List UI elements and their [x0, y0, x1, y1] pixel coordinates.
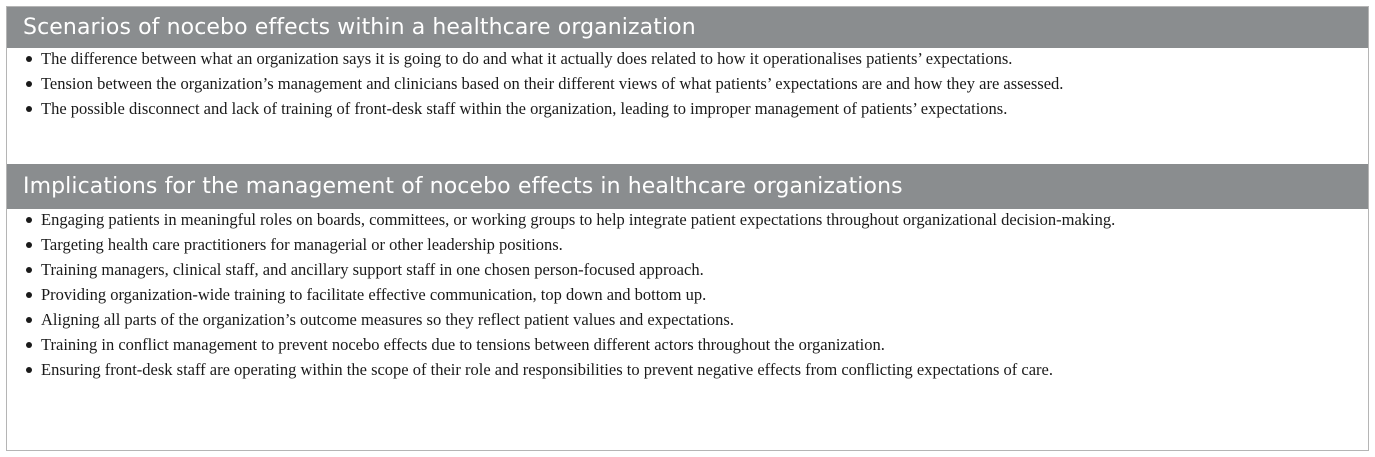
- bullet-icon: [26, 267, 32, 273]
- list-item-text: Training managers, clinical staff, and ancillary support staff in one chosen person-focused approach.: [41, 260, 704, 279]
- list-item: [7, 284, 1197, 306]
- section-heading-implications: Implications for the management of nocebo effects in healthcare organizations: [7, 164, 1368, 209]
- list-item-text: Targeting health care practitioners for managerial or other leadership positions.: [41, 235, 563, 254]
- list-item: [7, 98, 1197, 120]
- list-item: [7, 48, 1197, 70]
- nocebo-table: [6, 6, 1369, 451]
- bullet-icon: [26, 81, 32, 87]
- implications-list: [7, 209, 1368, 381]
- list-item-text: The possible disconnect and lack of training of front-desk staff within the organization, leading to improper management of patients’ expectations.: [41, 99, 1008, 118]
- list-item-text: Training in conflict management to prevent nocebo effects due to tensions between different actors throughout the organization.: [41, 335, 885, 354]
- bullet-icon: [26, 217, 32, 223]
- list-item-text: Ensuring front-desk staff are operating within the scope of their role and responsibilities to prevent negative effects from conflicting expectations of care.: [41, 360, 1053, 379]
- section-heading-scenarios: Scenarios of nocebo effects within a healthcare organization: [7, 7, 1368, 48]
- list-item: [7, 209, 1197, 231]
- list-item: [7, 334, 1197, 356]
- list-item: [7, 73, 1197, 95]
- list-item-text: Engaging patients in meaningful roles on boards, committees, or working groups to help integrate patient expectations throughout organizational decision-making.: [41, 210, 1116, 229]
- bullet-icon: [26, 56, 32, 62]
- bullet-icon: [26, 292, 32, 298]
- list-item: [7, 359, 1197, 381]
- list-item-text: Providing organization-wide training to facilitate effective communication, top down and bottom up.: [41, 285, 707, 304]
- bullet-icon: [26, 242, 32, 248]
- list-item: [7, 309, 1197, 331]
- list-item: [7, 234, 1197, 256]
- bullet-icon: [26, 342, 32, 348]
- list-item-text: The difference between what an organization says it is going to do and what it actually does related to how it operationalises patients’ expectations.: [41, 49, 1013, 68]
- bullet-icon: [26, 106, 32, 112]
- list-item: [7, 259, 1197, 281]
- bullet-icon: [26, 367, 32, 373]
- list-item-text: Aligning all parts of the organization’s outcome measures so they reflect patient values and expectations.: [41, 310, 734, 329]
- scenarios-list: [7, 48, 1368, 164]
- bullet-icon: [26, 317, 32, 323]
- list-item-text: Tension between the organization’s management and clinicians based on their different views of what patients’ expectations are and how they are assessed.: [41, 74, 1064, 93]
